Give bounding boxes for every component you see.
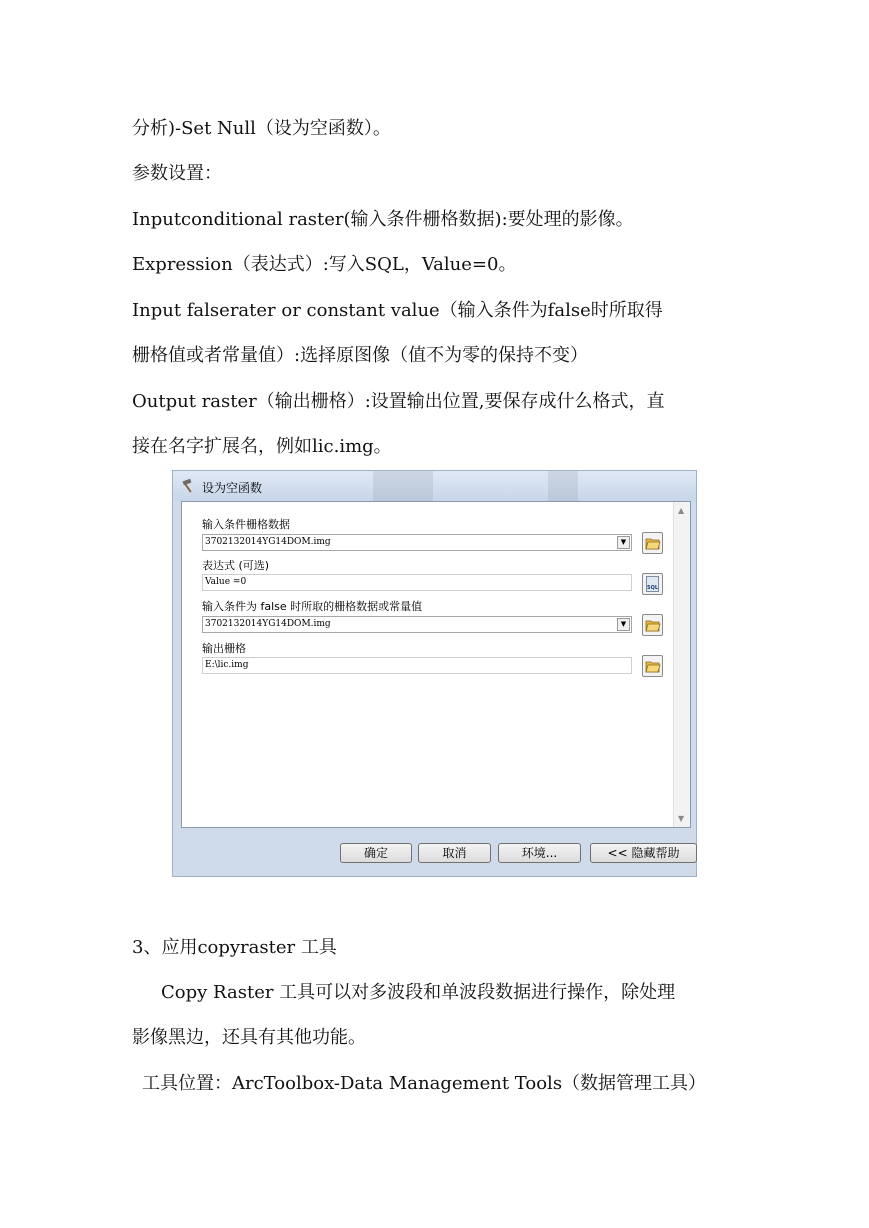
text-line: Output raster（输出栅格）:设置输出位置,要保存成什么格式，直 <box>132 391 665 412</box>
text-line: 接在名字扩展名，例如lic.img。 <box>132 436 392 457</box>
output-raster-label: 输出栅格 <box>202 642 246 655</box>
environments-button[interactable]: 环境... <box>498 843 581 863</box>
hammer-icon <box>181 479 197 493</box>
text-line: Copy Raster 工具可以对多波段和单波段数据进行操作，除处理 <box>161 982 676 1003</box>
cancel-button[interactable]: 取消 <box>418 843 491 863</box>
folder-open-icon <box>645 659 661 673</box>
false-value-label: 输入条件为 false 时所取的栅格数据或常量值 <box>202 600 423 613</box>
set-null-dialog <box>172 470 697 877</box>
text-line: 参数设置： <box>132 163 222 184</box>
expression-value: Value =0 <box>205 577 247 587</box>
text-line: Inputconditional raster(输入条件栅格数据):要处理的影像。 <box>132 209 634 230</box>
hide-help-button[interactable]: << 隐藏帮助 <box>590 843 697 863</box>
expression-label: 表达式 (可选) <box>202 559 270 572</box>
sql-icon: SQL <box>646 576 659 592</box>
parameters-panel <box>181 501 691 828</box>
scroll-down-icon[interactable]: ▼ <box>678 814 685 823</box>
background-window-ghost <box>373 471 433 501</box>
dialog-title: 设为空函数 <box>202 481 263 495</box>
text-line: Input falserater or constant value（输入条件为false时所取得 <box>132 300 663 321</box>
input-raster-label: 输入条件栅格数据 <box>202 518 290 531</box>
sql-builder-button[interactable] <box>642 573 663 595</box>
text-line: 分析)-Set Null（设为空函数）。 <box>132 118 391 139</box>
text-line: 栅格值或者常量值）:选择原图像（值不为零的保持不变） <box>132 345 589 366</box>
text-line: 工具位置：ArcToolbox-Data Management Tools（数据管理工具） <box>142 1073 707 1094</box>
scroll-up-icon[interactable]: ▲ <box>678 506 685 515</box>
ok-button[interactable]: 确定 <box>340 843 412 863</box>
browse-false-value-button[interactable] <box>642 614 663 636</box>
expression-input[interactable] <box>202 574 632 591</box>
browse-input-raster-button[interactable] <box>642 532 663 554</box>
false-value-combo[interactable] <box>202 616 632 633</box>
chevron-down-icon[interactable]: ▼ <box>617 536 630 549</box>
dialog-titlebar[interactable] <box>173 471 696 501</box>
text-line: Expression（表达式）:写入SQL，Value=0。 <box>132 254 517 275</box>
input-raster-combo[interactable] <box>202 534 632 551</box>
folder-open-icon <box>645 536 661 550</box>
folder-open-icon <box>645 618 661 632</box>
false-value-value: 3702132014YG14DOM.img <box>205 619 331 629</box>
browse-output-raster-button[interactable] <box>642 655 663 677</box>
output-raster-value: E:\lic.img <box>205 660 249 670</box>
output-raster-input[interactable] <box>202 657 632 674</box>
background-window-ghost <box>548 471 578 501</box>
vertical-scrollbar[interactable] <box>673 502 690 827</box>
input-raster-value: 3702132014YG14DOM.img <box>205 537 331 547</box>
section-heading: 3、应用copyraster 工具 <box>132 937 337 958</box>
chevron-down-icon[interactable]: ▼ <box>617 618 630 631</box>
text-line: 影像黑边，还具有其他功能。 <box>132 1027 366 1048</box>
